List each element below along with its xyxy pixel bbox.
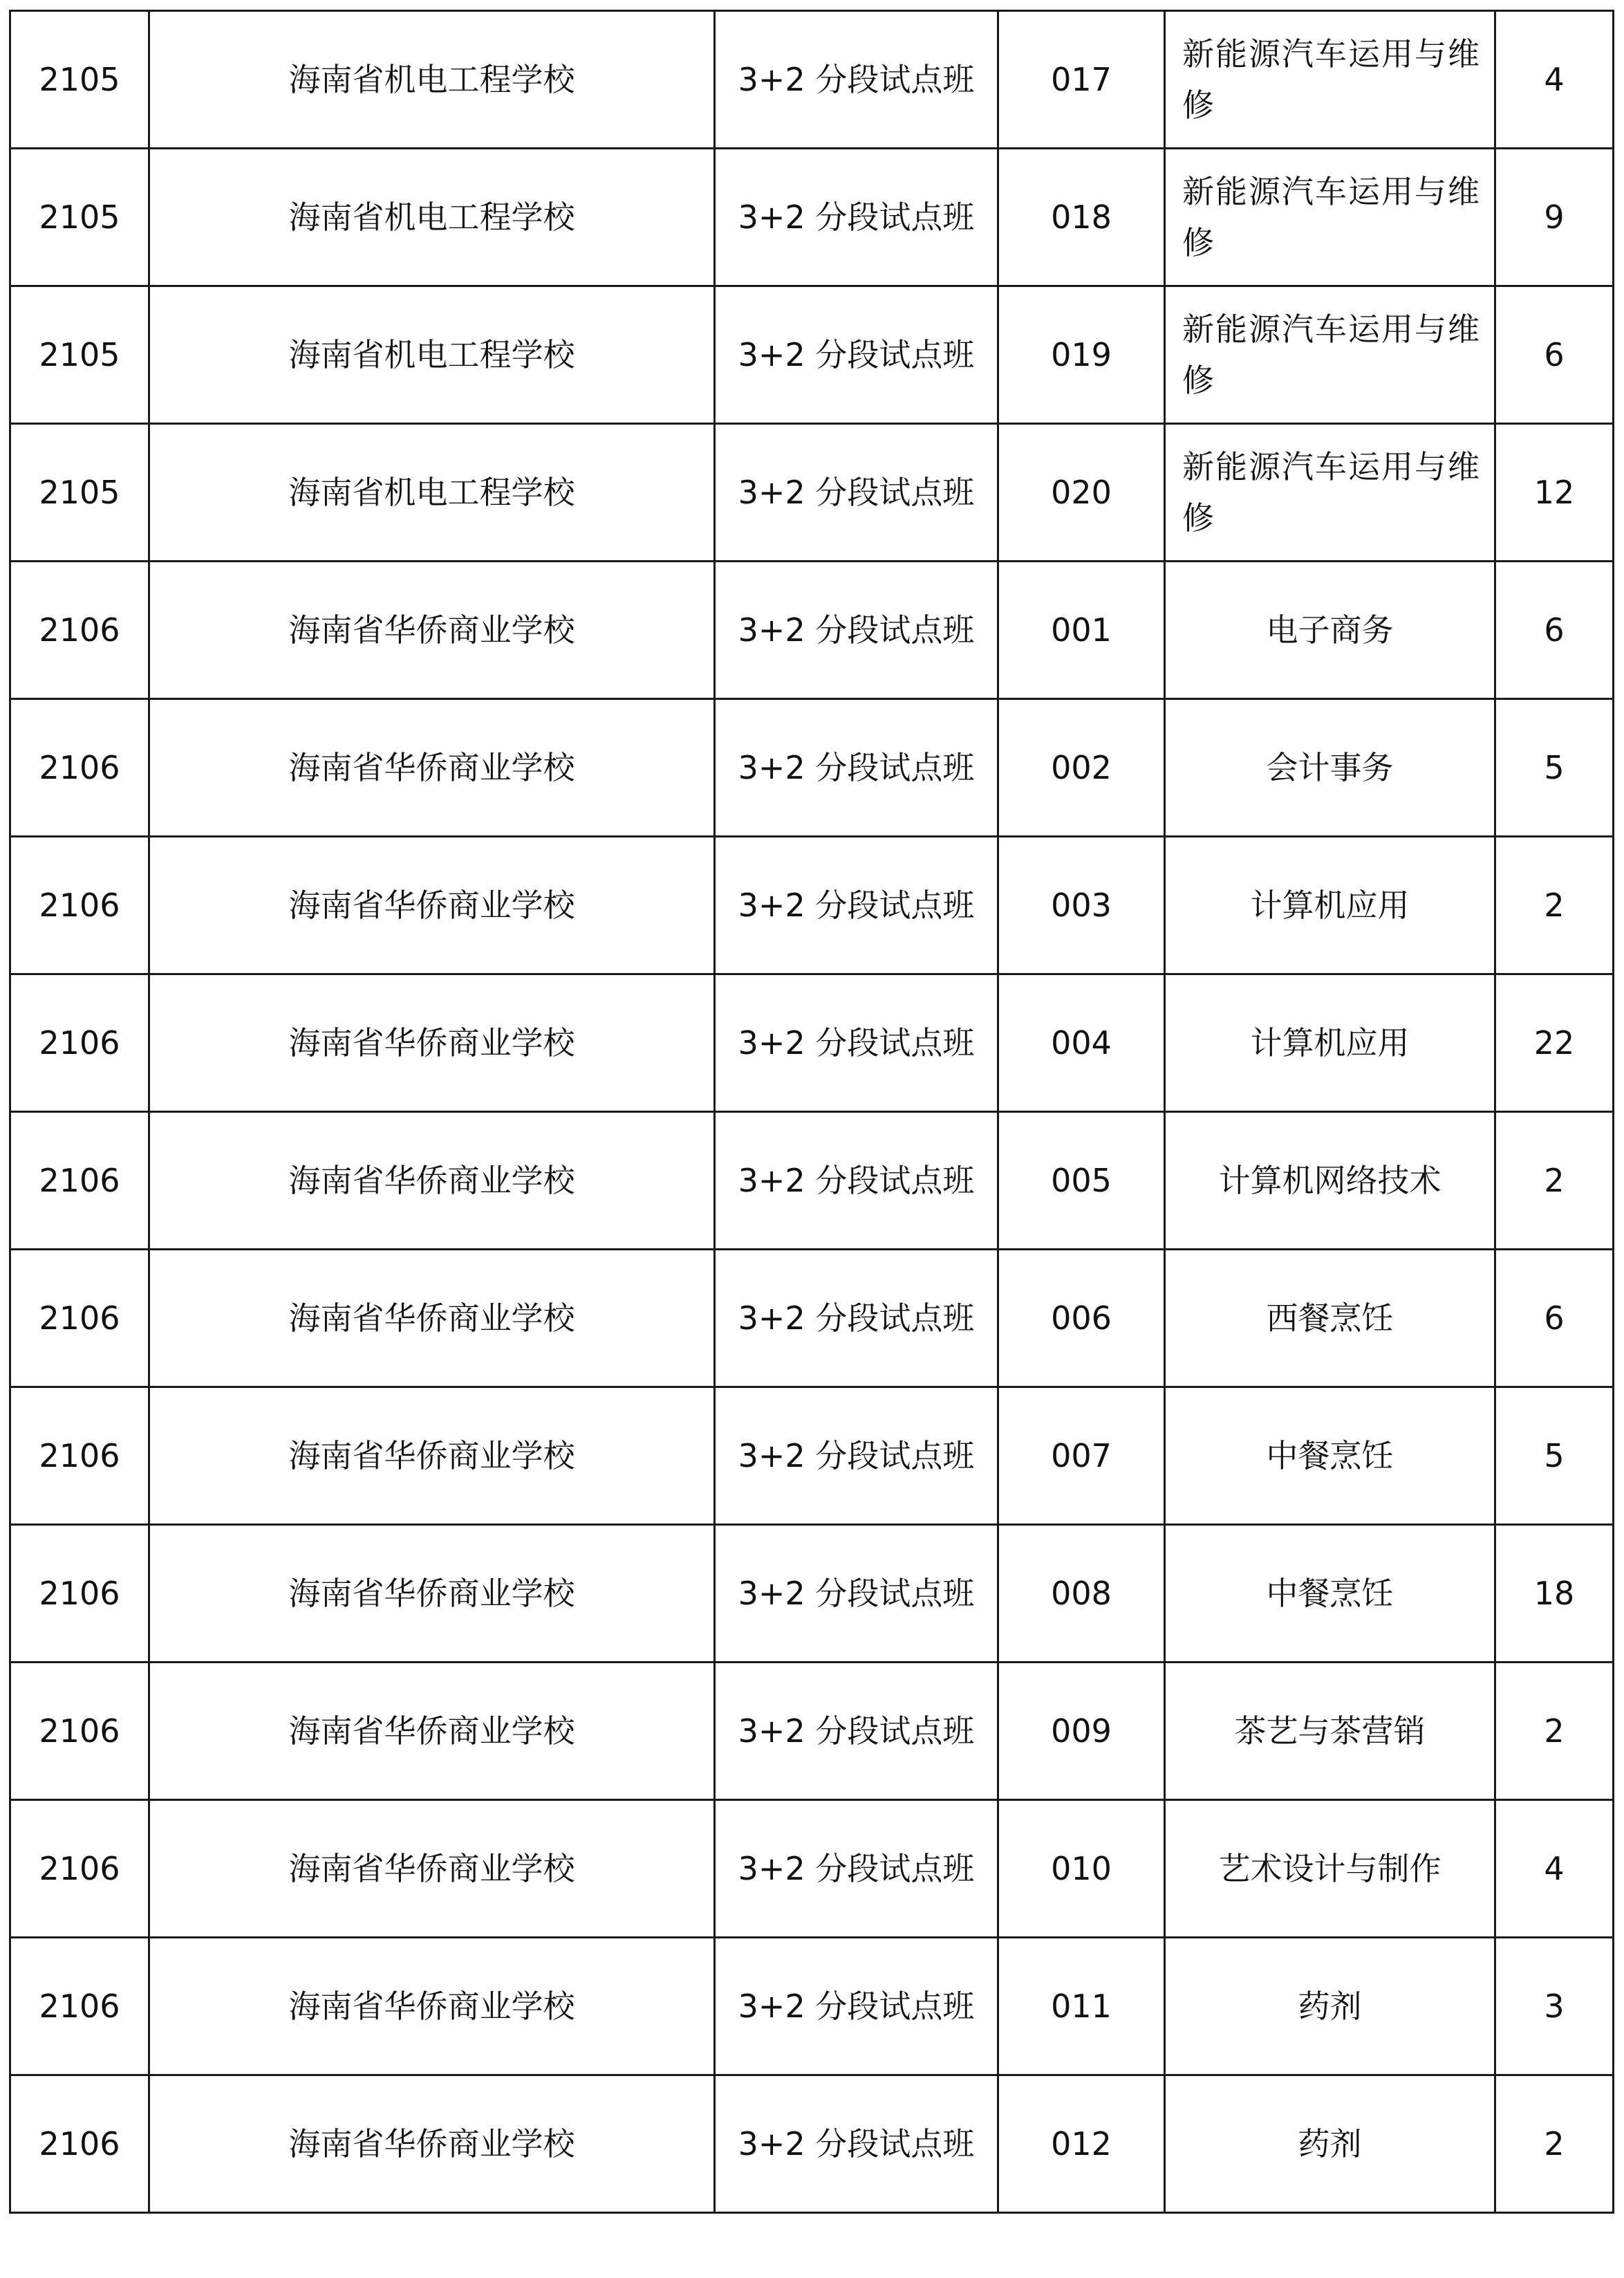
major-name-cell: 计算机应用 xyxy=(1165,837,1495,974)
quota-count-cell: 6 xyxy=(1495,1250,1614,1387)
quota-count-cell: 3 xyxy=(1495,1938,1614,2075)
school-name-cell: 海南省华侨商业学校 xyxy=(149,1663,715,1800)
school-code-cell: 2106 xyxy=(10,1663,149,1800)
school-code-cell: 2106 xyxy=(10,562,149,699)
school-name-cell: 海南省华侨商业学校 xyxy=(149,2075,715,2213)
school-name-cell: 海南省华侨商业学校 xyxy=(149,1112,715,1250)
school-name-cell: 海南省华侨商业学校 xyxy=(149,1525,715,1663)
school-name-cell: 海南省华侨商业学校 xyxy=(149,837,715,974)
school-code-cell: 2106 xyxy=(10,1250,149,1387)
school-code-cell: 2105 xyxy=(10,424,149,562)
major-name-cell: 电子商务 xyxy=(1165,562,1495,699)
school-code-cell: 2105 xyxy=(10,149,149,286)
class-type-cell: 3+2 分段试点班 xyxy=(715,11,998,149)
school-name-cell: 海南省机电工程学校 xyxy=(149,11,715,149)
table-row xyxy=(10,837,1614,974)
major-name-cell: 计算机应用 xyxy=(1165,974,1495,1112)
table-row xyxy=(10,149,1614,286)
major-code-cell: 017 xyxy=(998,11,1165,149)
quota-count-cell: 2 xyxy=(1495,2075,1614,2213)
major-code-cell: 009 xyxy=(998,1663,1165,1800)
enrollment-table xyxy=(9,10,1614,2214)
major-code-cell: 002 xyxy=(998,699,1165,837)
class-type-cell: 3+2 分段试点班 xyxy=(715,424,998,562)
class-type-cell: 3+2 分段试点班 xyxy=(715,149,998,286)
school-code-cell: 2106 xyxy=(10,1387,149,1525)
school-code-cell: 2106 xyxy=(10,1800,149,1938)
major-code-cell: 008 xyxy=(998,1525,1165,1663)
major-code-cell: 018 xyxy=(998,149,1165,286)
major-code-cell: 011 xyxy=(998,1938,1165,2075)
major-name-cell: 艺术设计与制作 xyxy=(1165,1800,1495,1938)
table-body xyxy=(10,11,1614,2213)
school-name-cell: 海南省华侨商业学校 xyxy=(149,1387,715,1525)
major-code-cell: 012 xyxy=(998,2075,1165,2213)
table-row xyxy=(10,1112,1614,1250)
major-code-cell: 007 xyxy=(998,1387,1165,1525)
quota-count-cell: 2 xyxy=(1495,1112,1614,1250)
school-name-cell: 海南省华侨商业学校 xyxy=(149,562,715,699)
table-row xyxy=(10,562,1614,699)
table-row xyxy=(10,424,1614,562)
class-type-cell: 3+2 分段试点班 xyxy=(715,1387,998,1525)
school-code-cell: 2105 xyxy=(10,11,149,149)
school-code-cell: 2106 xyxy=(10,837,149,974)
school-code-cell: 2106 xyxy=(10,1112,149,1250)
class-type-cell: 3+2 分段试点班 xyxy=(715,562,998,699)
table-row xyxy=(10,2075,1614,2213)
quota-count-cell: 2 xyxy=(1495,837,1614,974)
major-code-cell: 019 xyxy=(998,286,1165,424)
table-row xyxy=(10,286,1614,424)
quota-count-cell: 4 xyxy=(1495,1800,1614,1938)
quota-count-cell: 5 xyxy=(1495,1387,1614,1525)
school-code-cell: 2106 xyxy=(10,699,149,837)
quota-count-cell: 4 xyxy=(1495,11,1614,149)
school-code-cell: 2105 xyxy=(10,286,149,424)
table-row xyxy=(10,699,1614,837)
table-row xyxy=(10,11,1614,149)
class-type-cell: 3+2 分段试点班 xyxy=(715,2075,998,2213)
major-name-cell: 新能源汽车运用与维修 xyxy=(1165,11,1495,149)
class-type-cell: 3+2 分段试点班 xyxy=(715,1800,998,1938)
table-row xyxy=(10,1800,1614,1938)
major-name-cell: 中餐烹饪 xyxy=(1165,1387,1495,1525)
school-name-cell: 海南省华侨商业学校 xyxy=(149,974,715,1112)
major-name-cell: 计算机网络技术 xyxy=(1165,1112,1495,1250)
table-row xyxy=(10,1387,1614,1525)
major-code-cell: 020 xyxy=(998,424,1165,562)
major-name-cell: 中餐烹饪 xyxy=(1165,1525,1495,1663)
table-row xyxy=(10,1525,1614,1663)
quota-count-cell: 2 xyxy=(1495,1663,1614,1800)
major-name-cell: 新能源汽车运用与维修 xyxy=(1165,286,1495,424)
school-code-cell: 2106 xyxy=(10,2075,149,2213)
class-type-cell: 3+2 分段试点班 xyxy=(715,1663,998,1800)
major-name-cell: 会计事务 xyxy=(1165,699,1495,837)
quota-count-cell: 6 xyxy=(1495,562,1614,699)
table-row xyxy=(10,974,1614,1112)
class-type-cell: 3+2 分段试点班 xyxy=(715,1250,998,1387)
school-name-cell: 海南省华侨商业学校 xyxy=(149,1250,715,1387)
quota-count-cell: 5 xyxy=(1495,699,1614,837)
major-code-cell: 010 xyxy=(998,1800,1165,1938)
school-name-cell: 海南省机电工程学校 xyxy=(149,424,715,562)
class-type-cell: 3+2 分段试点班 xyxy=(715,699,998,837)
school-name-cell: 海南省机电工程学校 xyxy=(149,149,715,286)
table-row xyxy=(10,1250,1614,1387)
major-code-cell: 004 xyxy=(998,974,1165,1112)
school-code-cell: 2106 xyxy=(10,1938,149,2075)
major-code-cell: 006 xyxy=(998,1250,1165,1387)
major-code-cell: 003 xyxy=(998,837,1165,974)
table-row xyxy=(10,1938,1614,2075)
major-code-cell: 005 xyxy=(998,1112,1165,1250)
major-name-cell: 药剂 xyxy=(1165,1938,1495,2075)
major-name-cell: 新能源汽车运用与维修 xyxy=(1165,149,1495,286)
school-code-cell: 2106 xyxy=(10,974,149,1112)
major-code-cell: 001 xyxy=(998,562,1165,699)
school-code-cell: 2106 xyxy=(10,1525,149,1663)
major-name-cell: 茶艺与茶营销 xyxy=(1165,1663,1495,1800)
major-name-cell: 药剂 xyxy=(1165,2075,1495,2213)
table-row xyxy=(10,1663,1614,1800)
class-type-cell: 3+2 分段试点班 xyxy=(715,1525,998,1663)
quota-count-cell: 6 xyxy=(1495,286,1614,424)
class-type-cell: 3+2 分段试点班 xyxy=(715,1938,998,2075)
quota-count-cell: 22 xyxy=(1495,974,1614,1112)
major-name-cell: 新能源汽车运用与维修 xyxy=(1165,424,1495,562)
class-type-cell: 3+2 分段试点班 xyxy=(715,974,998,1112)
school-name-cell: 海南省华侨商业学校 xyxy=(149,699,715,837)
class-type-cell: 3+2 分段试点班 xyxy=(715,286,998,424)
quota-count-cell: 12 xyxy=(1495,424,1614,562)
class-type-cell: 3+2 分段试点班 xyxy=(715,1112,998,1250)
school-name-cell: 海南省华侨商业学校 xyxy=(149,1800,715,1938)
class-type-cell: 3+2 分段试点班 xyxy=(715,837,998,974)
quota-count-cell: 9 xyxy=(1495,149,1614,286)
major-name-cell: 西餐烹饪 xyxy=(1165,1250,1495,1387)
school-name-cell: 海南省机电工程学校 xyxy=(149,286,715,424)
school-name-cell: 海南省华侨商业学校 xyxy=(149,1938,715,2075)
quota-count-cell: 18 xyxy=(1495,1525,1614,1663)
